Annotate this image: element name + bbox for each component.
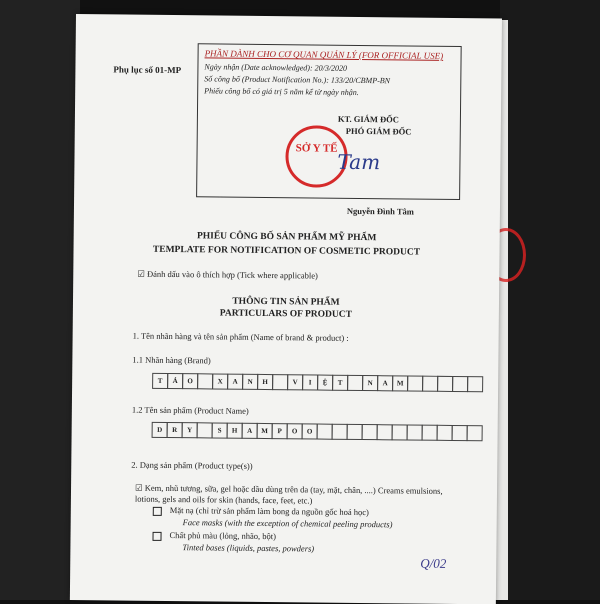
option-tinted-bases [152,530,276,542]
grid-cell: A [227,374,243,390]
question-product-name: 1.2 Tên sản phẩm (Product Name) [131,404,249,416]
grid-cell: Y [182,422,198,438]
section-title-vietnamese: THÔNG TIN SẢN PHẨM [232,296,340,308]
checkbox-icon [153,506,162,515]
question-product-type: 2. Dạng sản phẩm (Product type(s)) [131,459,253,471]
signer-name: Nguyễn Đình Tâm [346,205,414,217]
grid-cell: A [377,375,393,391]
grid-cell [377,424,393,440]
grid-cell [317,424,333,440]
grid-cell: N [242,374,258,390]
grid-cell: H [227,423,243,439]
grid-cell [347,375,363,391]
grid-cell [362,424,378,440]
grid-cell: V [287,374,303,390]
grid-cell: A [242,423,258,439]
grid-cell: O [302,423,318,439]
background-right [500,0,600,600]
grid-cell [197,422,213,438]
tick-instruction: ☑ Đánh dấu vào ô thích hợp (Tick where applicable) [137,268,318,281]
grid-cell: T [152,373,168,389]
checkbox-icon [152,531,161,540]
title-english: TEMPLATE FOR NOTIFICATION OF COSMETIC PRODUCT [152,244,421,258]
grid-cell [422,425,438,441]
grid-cell: N [362,375,378,391]
grid-cell: Á [167,373,183,389]
document-page [70,14,502,604]
grid-cell [452,425,468,441]
grid-cell: M [392,375,408,391]
grid-cell: S [212,422,228,438]
question-brand-product: 1. Tên nhãn hàng và tên sản phẩm (Name of brand & product) : [132,330,349,343]
department-stamp: SỞ Y TẾ [285,125,348,188]
grid-cell: O [182,373,198,389]
grid-cell: Ệ [317,375,333,391]
grid-cell [407,424,423,440]
grid-cell [407,375,423,391]
grid-cell [452,376,468,392]
option-tinted-bases-english: Tinted bases (liquids, pastes, powders) [182,542,315,554]
section-title-english: PARTICULARS OF PRODUCT [219,308,352,320]
grid-cell: R [167,422,183,438]
grid-cell [392,424,408,440]
grid-cell [347,424,363,440]
product-name-grid [152,422,482,441]
option-tinted-bases-label: Chất phủ màu (lỏng, nhão, bột) [169,530,277,542]
grid-cell: O [287,423,303,439]
option-face-masks [153,505,369,518]
validity-note: Phiếu công bố có giá trị 5 năm kể từ ngày nhận. [204,86,359,97]
option-face-masks-label: Mặt nạ (chỉ trừ sản phẩm làm bong da nguồn gốc hoá học) [169,505,369,518]
grid-cell: M [257,423,273,439]
handwritten-initials: Q/02 [420,555,447,571]
grid-cell: P [272,423,288,439]
title-vietnamese: PHIẾU CÔNG BỐ SẢN PHẨM MỸ PHẨM [196,231,377,244]
grid-cell: D [152,422,168,438]
grid-cell [437,376,453,392]
option-face-masks-english: Face masks (with the exception of chemical peeling products) [182,517,393,530]
grid-cell [437,425,453,441]
handwritten-signature: Tam [337,149,381,175]
official-use-title: PHẦN DÀNH CHO CƠ QUAN QUẢN LÝ (FOR OFFICIAL USE) [204,48,444,61]
grid-cell [467,376,483,392]
grid-cell [422,376,438,392]
grid-cell [272,374,288,390]
product-type-creams: ☑ Kem, nhũ tương, sữa, gel hoặc dầu dùng trên da (tay, mặt, chân, ....) Creams emulsions, lotions, gels and oils for skin (hands, face, feet, etc.) [134,482,443,506]
annex-label: Phụ lục số 01-MP [113,64,182,76]
grid-cell: X [212,373,228,389]
question-brand: 1.1 Nhãn hàng (Brand) [132,354,211,366]
grid-cell [332,424,348,440]
signer-title-2: PHÓ GIÁM ĐỐC [345,125,412,137]
brand-grid [152,373,482,392]
grid-cell [467,425,483,441]
grid-cell: T [332,375,348,391]
notification-number: Số công bố (Product Notification No.): 133/20/CBMP-BN [204,74,391,86]
grid-cell: H [257,374,273,390]
official-use-box [196,43,462,217]
grid-cell: I [302,374,318,390]
signer-title-1: KT. GIÁM ĐỐC [337,113,399,125]
date-acknowledged: Ngày nhận (Date acknowledged): 20/3/2020 [204,62,348,73]
background-left [0,0,80,600]
grid-cell [197,373,213,389]
